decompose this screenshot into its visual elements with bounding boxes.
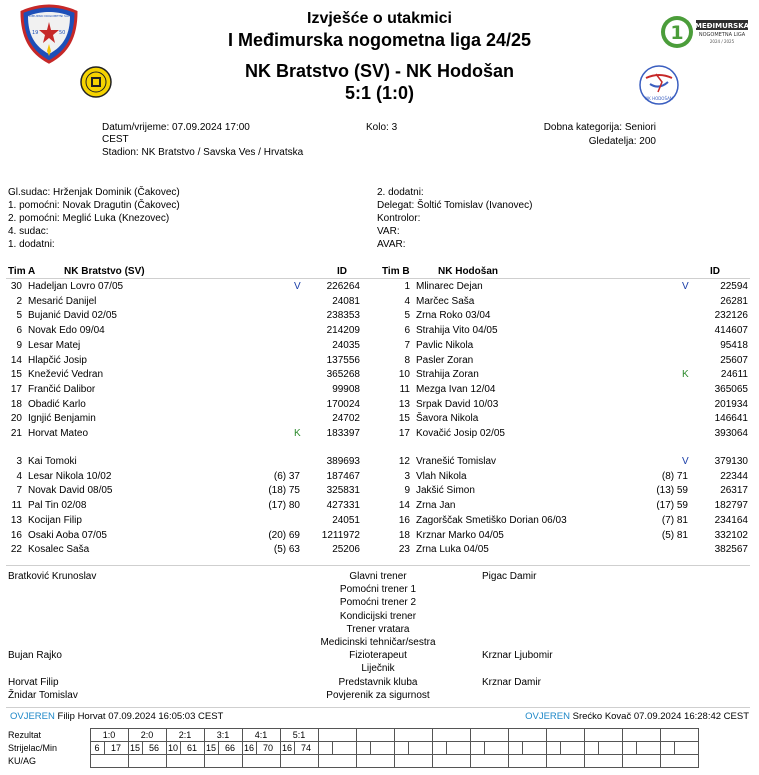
staff-team-b: Krznar Ljubomir xyxy=(482,650,553,662)
score-row-label: Rezultat xyxy=(8,730,42,740)
staff-role: Povjerenik za sigurnost xyxy=(326,689,430,701)
empty-score-cell xyxy=(408,742,432,755)
sub-number: 7 xyxy=(16,485,22,497)
sub-name: Kocijan Filip xyxy=(28,514,82,526)
empty-score-cell xyxy=(470,729,508,742)
league-logo-season: 2024 / 2025 xyxy=(709,39,735,44)
sub-name: Novak David 08/05 xyxy=(28,485,113,497)
match-score: 5:1 (1:0) xyxy=(344,83,415,103)
team-b-name: NK Hodošan xyxy=(438,266,498,277)
empty-score-cell xyxy=(432,755,470,768)
sub-number: 3 xyxy=(404,470,410,482)
player-name: Hlapčić Josip xyxy=(28,354,87,366)
player-id: 24035 xyxy=(332,339,360,351)
staff-team-a: Bujan Rajko xyxy=(8,650,62,662)
player-name: Strahija Vito 04/05 xyxy=(416,325,498,337)
player-name: Šavora Nikola xyxy=(416,413,479,425)
player-number: 4 xyxy=(404,295,410,307)
empty-score-cell xyxy=(560,742,584,755)
player-number: 14 xyxy=(10,354,22,366)
sub-name: Vlah Nikola xyxy=(416,470,467,482)
team-a-name: NK Bratstvo (SV) xyxy=(64,266,145,277)
player-id: 365268 xyxy=(326,369,360,381)
sub-name: Vranešić Tomislav xyxy=(416,456,497,467)
sub-number: 3 xyxy=(16,456,22,467)
player-number: 21 xyxy=(10,428,22,439)
staff-role: Liječnik xyxy=(361,663,395,675)
substitution-info: (13) 59 xyxy=(656,485,688,497)
sub-name: Lesar Nikola 10/02 xyxy=(28,470,112,482)
staff-divider xyxy=(6,565,750,566)
scorer-number: 15 xyxy=(205,743,216,753)
sub-id: 379130 xyxy=(714,456,748,467)
verified-label-right: OVJEREN xyxy=(525,711,570,722)
sub-number: 9 xyxy=(404,485,410,497)
team-a-label: Tim A xyxy=(8,266,36,277)
score-row-label: Strijelac/Min xyxy=(8,743,58,753)
sub-name: Kai Tomoki xyxy=(28,456,77,467)
player-name: Strahija Zoran xyxy=(416,369,479,381)
player-name: Obadić Karlo xyxy=(28,398,86,410)
empty-score-cell xyxy=(356,742,370,755)
player-id: 24611 xyxy=(720,369,748,381)
official-entry: 1. pomoćni: Novak Dragutin (Čakovec) xyxy=(8,200,180,211)
player-name: Lesar Matej xyxy=(28,339,81,351)
team-b-id-header: ID xyxy=(710,266,720,277)
scorer-minute: 70 xyxy=(256,742,280,755)
scorer-number: 16 xyxy=(243,743,254,753)
verified-label-left: OVJEREN xyxy=(10,711,55,722)
official-entry: Gl.sudac: Hrženjak Dominik (Čakovec) xyxy=(8,187,180,198)
scorer-minute: 66 xyxy=(218,742,242,755)
player-id: 238353 xyxy=(326,310,360,322)
player-number: 6 xyxy=(404,325,410,337)
badge-caption: MEĐIMURSKI NOGOMETNI SAVEZ xyxy=(24,14,74,18)
club-b-badge-caption: NK HODOŠAN xyxy=(645,96,673,101)
scorer-number: 15 xyxy=(129,743,140,753)
sub-id: 25206 xyxy=(332,544,360,556)
empty-score-cell xyxy=(318,729,356,742)
empty-score-cell xyxy=(660,755,698,768)
player-id: 95418 xyxy=(720,339,748,351)
empty-score-cell xyxy=(546,742,560,755)
scorer-number: 6 xyxy=(90,742,104,755)
score-row-label: KU/AG xyxy=(8,756,37,766)
sub-id: 382567 xyxy=(714,544,748,556)
sub-id: 427331 xyxy=(326,500,360,512)
player-number: 10 xyxy=(398,369,410,381)
scorer-minute: 61 xyxy=(180,742,204,755)
substitution-info: (8) 71 xyxy=(661,470,688,482)
league-logo-number: 1 xyxy=(670,22,684,44)
sub-name: Zrna Jan xyxy=(416,500,456,512)
player-number: 9 xyxy=(16,339,22,351)
staff-role: Medicinski tehničar/sestra xyxy=(320,637,436,648)
empty-score-cell xyxy=(508,742,522,755)
official-entry: 2. pomoćni: Meglić Luka (Knezovec) xyxy=(8,213,170,224)
staff-team-b: Pigac Damir xyxy=(482,571,537,582)
empty-score-cell xyxy=(370,742,394,755)
score-cell: 5:1 xyxy=(280,729,318,742)
score-cell: 1:0 xyxy=(90,729,128,742)
player-id: 24081 xyxy=(332,295,360,307)
empty-score-cell xyxy=(636,742,660,755)
empty-score-cell xyxy=(622,755,660,768)
substitution-info: (17) 59 xyxy=(656,500,688,512)
match-title: NK Bratstvo (SV) - NK Hodošan xyxy=(244,61,514,81)
player-name: Marčec Saša xyxy=(416,295,475,307)
empty-score-cell xyxy=(584,755,622,768)
player-number: 8 xyxy=(404,354,410,366)
sub-id: 187467 xyxy=(326,470,360,482)
sub-number: 22 xyxy=(10,544,22,556)
verification-right xyxy=(525,711,749,722)
player-number: 13 xyxy=(398,398,410,410)
substitution-info: (17) 80 xyxy=(268,500,300,512)
empty-score-cell xyxy=(622,742,636,755)
scorer-number: 16 xyxy=(281,743,292,753)
empty-score-cell xyxy=(470,755,508,768)
staff-team-a: Žnidar Tomislav xyxy=(8,689,78,701)
sub-name: Zagorščak Smetiško Dorian 06/03 xyxy=(416,514,567,526)
player-id: 183397 xyxy=(326,428,360,439)
sub-number: 18 xyxy=(398,529,410,541)
official-entry: 1. dodatni: xyxy=(8,239,55,250)
sub-id: 1211972 xyxy=(321,529,360,541)
player-name: Mlinarec Dejan xyxy=(416,281,483,292)
team-b-label: Tim B xyxy=(382,266,410,277)
scorer-minute: 17 xyxy=(104,742,128,755)
match-stadium: Stadion: NK Bratstvo / Savska Ves / Hrvatska xyxy=(102,147,304,158)
player-number: 15 xyxy=(398,413,410,425)
player-id: 25607 xyxy=(720,354,748,366)
player-number: 1 xyxy=(404,281,410,292)
staff-team-a: Bratković Krunoslav xyxy=(8,571,97,582)
scorer-number: 10 xyxy=(167,743,178,753)
empty-score-cell xyxy=(356,755,394,768)
empty-score-cell xyxy=(332,742,356,755)
verification-divider xyxy=(6,707,750,708)
player-number: 15 xyxy=(10,369,22,381)
empty-score-cell xyxy=(204,755,242,768)
player-number: 6 xyxy=(16,325,22,337)
official-entry: Delegat: Šoltić Tomislav (Ivanovec) xyxy=(377,200,533,211)
player-name: Frančić Dalibor xyxy=(28,383,96,395)
player-name: Kovačić Josip 02/05 xyxy=(416,428,505,439)
sub-id: 26317 xyxy=(720,485,748,497)
empty-score-cell xyxy=(128,755,166,768)
staff-role: Predstavnik kluba xyxy=(338,676,418,688)
empty-score-cell xyxy=(356,729,394,742)
score-table xyxy=(6,728,699,768)
score-cell: 2:1 xyxy=(166,729,204,742)
sub-name: Krznar Marko 04/05 xyxy=(416,529,504,541)
empty-score-cell xyxy=(166,755,204,768)
substitution-info: (7) 81 xyxy=(661,514,688,526)
player-number: 5 xyxy=(16,310,22,322)
spectators: Gledatelja: 200 xyxy=(588,136,656,147)
player-name: Zrna Roko 03/04 xyxy=(416,310,491,322)
player-name: Hadeljan Lovro 07/05 xyxy=(28,281,124,292)
sub-number: 11 xyxy=(11,500,22,512)
player-name: Novak Edo 09/04 xyxy=(28,325,105,337)
empty-score-cell xyxy=(90,755,128,768)
empty-score-cell xyxy=(584,742,598,755)
empty-score-cell xyxy=(522,742,546,755)
substitution-info: (5) 81 xyxy=(661,529,688,541)
player-number: 7 xyxy=(404,339,410,351)
official-entry: 2. dodatni: xyxy=(377,187,424,198)
verification-left xyxy=(10,711,223,722)
league-logo-name: MEĐIMURSKA xyxy=(694,22,750,30)
sub-name: Pal Tin 02/08 xyxy=(28,500,87,512)
league-logo-subtitle: NOGOMETNA LIGA xyxy=(698,32,746,38)
sub-name: Jakšić Simon xyxy=(416,485,475,497)
empty-score-cell xyxy=(584,729,622,742)
staff-team-b: Krznar Damir xyxy=(482,676,541,688)
player-number: 5 xyxy=(404,310,410,322)
goalkeeper-marker: V xyxy=(294,281,301,292)
player-id: 137556 xyxy=(326,354,360,366)
empty-score-cell xyxy=(394,755,432,768)
empty-score-cell xyxy=(394,742,408,755)
empty-score-cell xyxy=(432,729,470,742)
empty-score-cell xyxy=(660,729,698,742)
captain-marker: K xyxy=(682,369,689,381)
sub-number: 16 xyxy=(398,514,410,526)
empty-score-cell xyxy=(508,755,546,768)
match-datetime: Datum/vrijeme: 07.09.2024 17:00 xyxy=(102,122,250,133)
player-id: 414607 xyxy=(714,325,748,337)
match-timezone: CEST xyxy=(102,134,129,145)
player-name: Mesarić Danijel xyxy=(28,295,97,307)
sub-name: Osaki Aoba 07/05 xyxy=(28,529,107,541)
staff-role: Kondicijski trener xyxy=(339,610,417,622)
sub-id: 389693 xyxy=(326,456,360,467)
staff-team-a: Horvat Filip xyxy=(8,676,59,688)
sub-number: 13 xyxy=(10,514,22,526)
scorer-minute: 74 xyxy=(294,742,318,755)
player-id: 365065 xyxy=(714,383,748,395)
age-category: Dobna kategorija: Seniori xyxy=(543,122,656,133)
player-id: 214209 xyxy=(326,325,360,337)
player-name: Srpak David 10/03 xyxy=(416,398,499,410)
player-number: 30 xyxy=(10,281,22,292)
player-id: 226264 xyxy=(326,281,360,292)
badge-year-left: 19 xyxy=(32,30,39,36)
player-id: 393064 xyxy=(714,428,748,439)
empty-score-cell xyxy=(660,742,674,755)
player-id: 170024 xyxy=(326,398,360,410)
player-id: 201934 xyxy=(714,398,748,410)
sub-id: 325831 xyxy=(326,485,360,497)
empty-score-cell xyxy=(432,742,446,755)
goalkeeper-marker: V xyxy=(682,281,689,292)
player-name: Pasler Zoran xyxy=(416,354,474,366)
player-id: 26281 xyxy=(720,295,748,307)
empty-score-cell xyxy=(598,742,622,755)
empty-score-cell xyxy=(484,742,508,755)
empty-score-cell xyxy=(546,755,584,768)
score-cell: 3:1 xyxy=(204,729,242,742)
player-name: Ignjić Benjamin xyxy=(28,413,96,425)
staff-role: Trener vratara xyxy=(346,623,410,635)
score-cell: 2:0 xyxy=(128,729,166,742)
badge-year-right: 50 xyxy=(59,30,66,36)
team-header-divider xyxy=(6,278,750,279)
player-id: 99908 xyxy=(332,383,360,395)
substitution-info: (5) 63 xyxy=(273,544,300,556)
player-name: Mezga Ivan 12/04 xyxy=(416,383,496,395)
staff-role: Fizioterapeut xyxy=(349,650,407,662)
player-id: 146641 xyxy=(714,413,748,425)
match-round: Kolo: 3 xyxy=(366,122,398,133)
player-number: 17 xyxy=(10,383,22,395)
player-name: Horvat Mateo xyxy=(28,428,89,439)
official-entry: VAR: xyxy=(377,226,400,237)
player-number: 18 xyxy=(10,398,22,410)
goalkeeper-marker: V xyxy=(682,456,689,467)
substitution-info: (20) 69 xyxy=(268,529,300,541)
staff-role: Glavni trener xyxy=(349,571,407,582)
sub-id: 332102 xyxy=(714,529,748,541)
empty-score-cell xyxy=(280,755,318,768)
sub-name: Zrna Luka 04/05 xyxy=(416,544,489,556)
player-number: 20 xyxy=(10,413,22,425)
sub-id: 182797 xyxy=(714,500,748,512)
substitution-info: (18) 75 xyxy=(268,485,300,497)
empty-score-cell xyxy=(318,755,356,768)
player-number: 2 xyxy=(16,295,22,307)
staff-role: Pomoćni trener 2 xyxy=(339,597,417,609)
team-a-id-header: ID xyxy=(337,266,347,277)
player-name: Pavlic Nikola xyxy=(416,339,474,351)
staff-role: Pomoćni trener 1 xyxy=(339,584,417,596)
empty-score-cell xyxy=(546,729,584,742)
sub-id: 22344 xyxy=(720,470,748,482)
league-title: I Međimurska nogometna liga 24/25 xyxy=(227,30,532,50)
score-cell: 4:1 xyxy=(242,729,280,742)
verified-text-right: Srećko Kovač 07.09.2024 16:28:42 CEST xyxy=(572,711,749,722)
sub-id: 24051 xyxy=(332,514,360,526)
player-name: Bujanić David 02/05 xyxy=(28,310,117,322)
official-entry: Kontrolor: xyxy=(377,213,421,224)
sub-number: 14 xyxy=(398,500,410,512)
empty-score-cell xyxy=(470,742,484,755)
sub-number: 23 xyxy=(398,544,410,556)
sub-name: Kosalec Saša xyxy=(28,544,90,556)
substitution-info: (6) 37 xyxy=(273,470,300,482)
empty-score-cell xyxy=(318,742,332,755)
official-entry: 4. sudac: xyxy=(8,226,49,237)
sub-number: 12 xyxy=(398,456,410,467)
empty-score-cell xyxy=(674,742,698,755)
empty-score-cell xyxy=(394,729,432,742)
verified-text-left: Filip Horvat 07.09.2024 16:05:03 CEST xyxy=(57,711,224,722)
sub-number: 4 xyxy=(16,470,22,482)
captain-marker: K xyxy=(294,428,301,439)
official-entry: AVAR: xyxy=(377,239,406,250)
sub-number: 16 xyxy=(10,529,22,541)
player-number: 11 xyxy=(399,383,410,395)
scorer-minute: 56 xyxy=(142,742,166,755)
empty-score-cell xyxy=(446,742,470,755)
player-id: 22594 xyxy=(720,281,748,292)
report-title: Izvješće o utakmici xyxy=(307,10,452,27)
player-name: Knežević Vedran xyxy=(28,369,104,381)
empty-score-cell xyxy=(508,729,546,742)
player-id: 24702 xyxy=(332,413,360,425)
player-number: 17 xyxy=(398,428,410,439)
empty-score-cell xyxy=(242,755,280,768)
empty-score-cell xyxy=(622,729,660,742)
sub-id: 234164 xyxy=(714,514,748,526)
player-id: 232126 xyxy=(714,310,748,322)
